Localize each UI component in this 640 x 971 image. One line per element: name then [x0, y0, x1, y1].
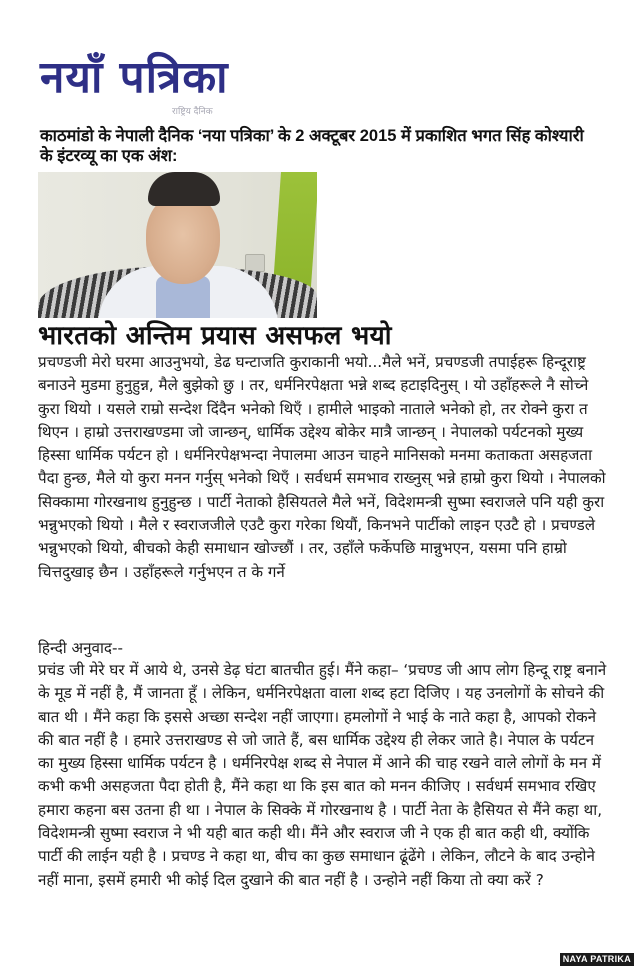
article-body-hindi: प्रचंड जी मेरे घर में आये थे, उनसे डेढ़ घंटा बातचीत हुई। मैंने कहा– ‘प्रचण्ड जी आप लोग हिन्दू राष्ट्र बनाने के मूड में नहीं है, मैं जानता हूँ । लेकिन, धर्मनिरपेक्षता वाला शब्द हटा दिजिए । यह उनलोगों के सोचने की बात थी । मैंने कहा कि इससे अच्छा सन्देश नहीं जाएगा। हमलोगों ने भाई के नाते कहा है, आपको रोकने की बात नहीं है । हमारे उत्तराखण्ड से जो जाते हैं, बस धार्मिक उद्देश्य ही लेकर जाते है। नेपाल के पर्यटन का मुख्य हिस्सा धार्मिक पर्यटन है । धर्मनिरपेक्ष शब्द से नेपाल में आने की चाह रखने वाले लोगों के मन में कभी कभी असहजता पैदा होती है, मैंने कहा था कि इस बात को मनन कीजिए । सर्वधर्म समभाव रखिए हमारा कहना बस उतना ही था । नेपाल के सिक्के में गोरखनाथ है । पार्टी नेता के हैसियत से मैंने कहा था, विदेशमन्त्री सुष्मा स्वराज ने भी यही बात कही थी। मैंने और स्वराज जी ने एक ही बात कही थी, क्योंकि पार्टी की लाईन यही है । प्रचण्ड ने कहा था, बीच का कुछ समाधान ढूंढेंगे । लेकिन, लौटने के बाद उन्होने नहीं माना, इसमें हमारी भी कोई दिल दुखाने की बात नहीं है । उन्होने नहीं किया तो क्या करें ? [38, 661, 607, 889]
photo-person-cap [148, 172, 220, 206]
intro-caption: काठमांडो के नेपाली दैनिक ‘नया पत्रिका’ के 2 अक्टूबर 2015 में प्रकाशित भगत सिंह कोश्यारी के इंटरव्यू का एक अंश: [40, 127, 584, 165]
photo-person-face [146, 194, 220, 284]
article-body-nepali: प्रचण्डजी मेरो घरमा आउनुभयो, डेढ घन्टाजति कुराकानी भयो...मैले भनें, प्रचण्डजी तपाईहरू हिन्दूराष्ट्र बनाउने मुडमा हुनुहुन्न, मैले बुझेको छु । तर, धर्मनिरपेक्षता भन्ने शब्द हटाइदिनुस् । यो उहाँहरूले नै सोच्ने कुरा थियो । यसले राम्रो सन्देश दिंदैन भनेको थिएँ । हामीले भाइको नाताले भनेको हो, तर रोक्ने कुरा त थिएन । हाम्रो उत्तराखण्डमा जो जान्छन्, धार्मिक उद्देश्य बोकेर मात्रै जान्छन् । नेपालको पर्यटनको मुख्य हिस्सा धार्मिक पर्यटन हो । धर्मनिरपेक्षभन्दा नेपालमा आउन चाहने मानिसको मनमा कताकता असहजता पैदा हुन्छ, मैले यो कुरा मनन गर्नुस् भनेको थिएँ । सर्वधर्म समभाव राख्नुस् भन्ने हाम्रो कुरा थियो । नेपालको सिक्कामा गोरखनाथ हुनुहुन्छ । पार्टी नेताको हैसियतले मैले भनें, विदेशमन्त्री सुष्मा स्वराजले पनि यही कुरा भन्नुभएको थियो । मैले र स्वराजजीले एउटै कुरा गरेका थियौं, किनभने पार्टीको लाइन एउटै हो । प्रचण्डले भन्नुभएको थियो, बीचको केही समाधान खोज्छौं । तर, उहाँले फर्केपछि मान्नुभएन, यसमा पनि हाम्रो चित्तदुखाइ छैन । उहाँहरूले गर्नुभएन त के गर्ने [38, 353, 606, 581]
hindi-translation-label: हिन्दी अनुवाद-- [38, 639, 123, 657]
article-headline: भारतको अन्तिम प्रयास असफल भयो [38, 321, 392, 351]
masthead-logo: नयाँ पत्रिका [40, 52, 229, 103]
masthead-tagline: राष्ट्रिय दैनिक [172, 107, 213, 117]
portrait-photo [38, 172, 317, 318]
source-credit-badge: NAYA PATRIKA [560, 953, 634, 966]
photo-green-panel [273, 172, 317, 290]
newspaper-masthead [40, 52, 270, 122]
